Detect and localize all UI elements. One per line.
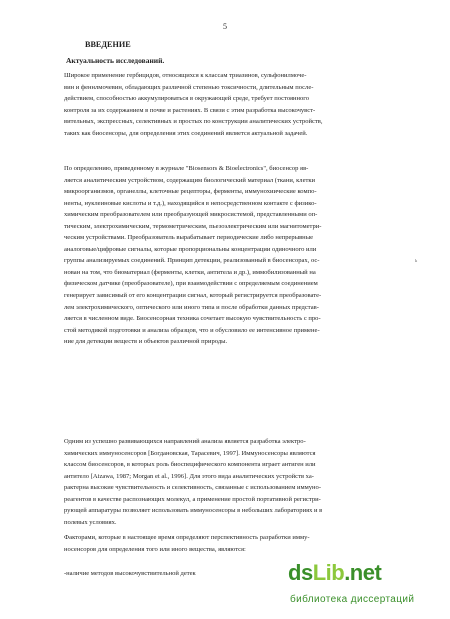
text-line: действием, способностью аккумулироваться в окружающей среде, требует постоянного [64, 95, 310, 103]
text-line: классом биосенсоров, в которых роль биоспецифического компонента играет антиген или [64, 461, 316, 469]
text-line: рующей аппаратуры позволяет использовать иммуносенсоры в небольших лабораториях и в [64, 507, 323, 515]
text-line: рактерна высокие чувствительность и селективность, связанные с использованием иммуно- [64, 484, 322, 492]
section-heading: ВВЕДЕНИЕ [85, 40, 131, 49]
text-line: Одним из успешно развивающихся направлений анализа является разработка электро- [64, 438, 306, 445]
margin-mark: ᵏ [415, 258, 418, 266]
text-line: ческим устройствами. Преобразователь вырабатывает периодические либо непрерывные [64, 234, 313, 242]
paragraph-biosensor-definition [64, 163, 386, 348]
text-line: химическим преобразователем или преобразующей микросистемой, представленными оп- [64, 211, 318, 219]
text-line: носенсоров для определения того или иного вещества, являются: [64, 545, 246, 553]
text-line: лем электрохимического, оптического или иного типа и после обработки данных представ- [64, 303, 319, 311]
watermark-logo-lib: Lib [312, 560, 345, 585]
text-line: ляется аналитическим устройством, содержащим биологический материал (ткани, клетки [64, 176, 316, 184]
section-subheading: Актуальность исследований. [66, 56, 165, 65]
text-line: ляется в численном виде. Биосенсорная техника сочетает высокую чувствительность с про- [64, 315, 321, 323]
text-line: группы анализируемых соединений. Принцип детекции, реализованный в биосенсорах, ос- [64, 257, 320, 265]
watermark-logo-net: .net [344, 560, 382, 585]
paragraph-immunosensors [64, 436, 386, 528]
text-line: ненты, нуклеиновые кислоты и т.д.), находящийся в непосредственном контакте с физико- [64, 199, 317, 207]
watermark-logo [288, 560, 381, 586]
text-line: Факторами, которые в настоящее время определяют перспективность разработки имму- [64, 534, 310, 541]
text-line: антитело [Aizawa, 1987; Morgan et al., 1996]. Для этого вида аналитических устройств ха- [64, 472, 314, 480]
text-line: вительных, экспрессных, селективных и простых по конструкции аналитических устройств, [64, 118, 323, 126]
paragraph-herbicides [64, 70, 386, 139]
text-line: реагентов в качестве распознающих молекул, а применение простой портативной регистри- [64, 495, 321, 503]
text-line: таких как биосенсоры, для определения этих соединений является актуальной задачей. [64, 129, 308, 137]
text-line: тическим, электрохимическим, термометрическим, пьезоэлектрическим или магнитометри- [64, 222, 322, 230]
text-line: физическом датчике (преобразователе), при взаимодействии с определяемым соединением [64, 280, 318, 288]
text-line: ние для детекции веществ и объектов различной природы. [64, 338, 228, 346]
paragraph-factors [64, 532, 386, 555]
text-line: вин и феннлмочевин, обладающих различной степенью токсичности, длительным после- [64, 83, 314, 91]
text-line: нован на том, что биоматериал (ферменты, клетки, антитела и др.), иммобилизованный на [64, 268, 316, 276]
watermark-caption: библиотека диссертаций [290, 594, 415, 605]
watermark [288, 560, 444, 616]
text-line: аналоговые/цифровые сигналы, которые пропорциональны концентрации одиночного или [64, 245, 317, 253]
text-line: микроорганизмов, органеллы, клеточные рецепторы, ферменты, иммунохиические компо- [64, 188, 317, 196]
page-number: 5 [223, 22, 227, 31]
text-line: По определению, приведенному в журнале "Biosensors & Bioelectronics", биосенсор яв- [64, 165, 309, 172]
watermark-logo-ds: ds [288, 560, 313, 585]
text-line: химических иммуносенсоров [Богдановская, Тарасевич, 1997]. Иммуносенсоры являются [64, 449, 316, 457]
text-line: полевых условиях. [64, 518, 117, 526]
text-line: -наличие методов высокочувствительной детек [64, 570, 196, 577]
text-line: стой методикой подготовки и анализа образцов, что и обусловило ее интенсивное примене- [64, 326, 320, 334]
text-line: контроля за их содержанием в почве и растениях. В связи с этим разработка высокочувст- [64, 106, 316, 114]
text-line: Широкое применение гербицидов, относящихся к классам триазинов, сульфонилмоче- [64, 72, 307, 79]
text-line: генерирует зависимый от его концентрации сигнал, который регистрируется преобразовате- [64, 292, 322, 300]
